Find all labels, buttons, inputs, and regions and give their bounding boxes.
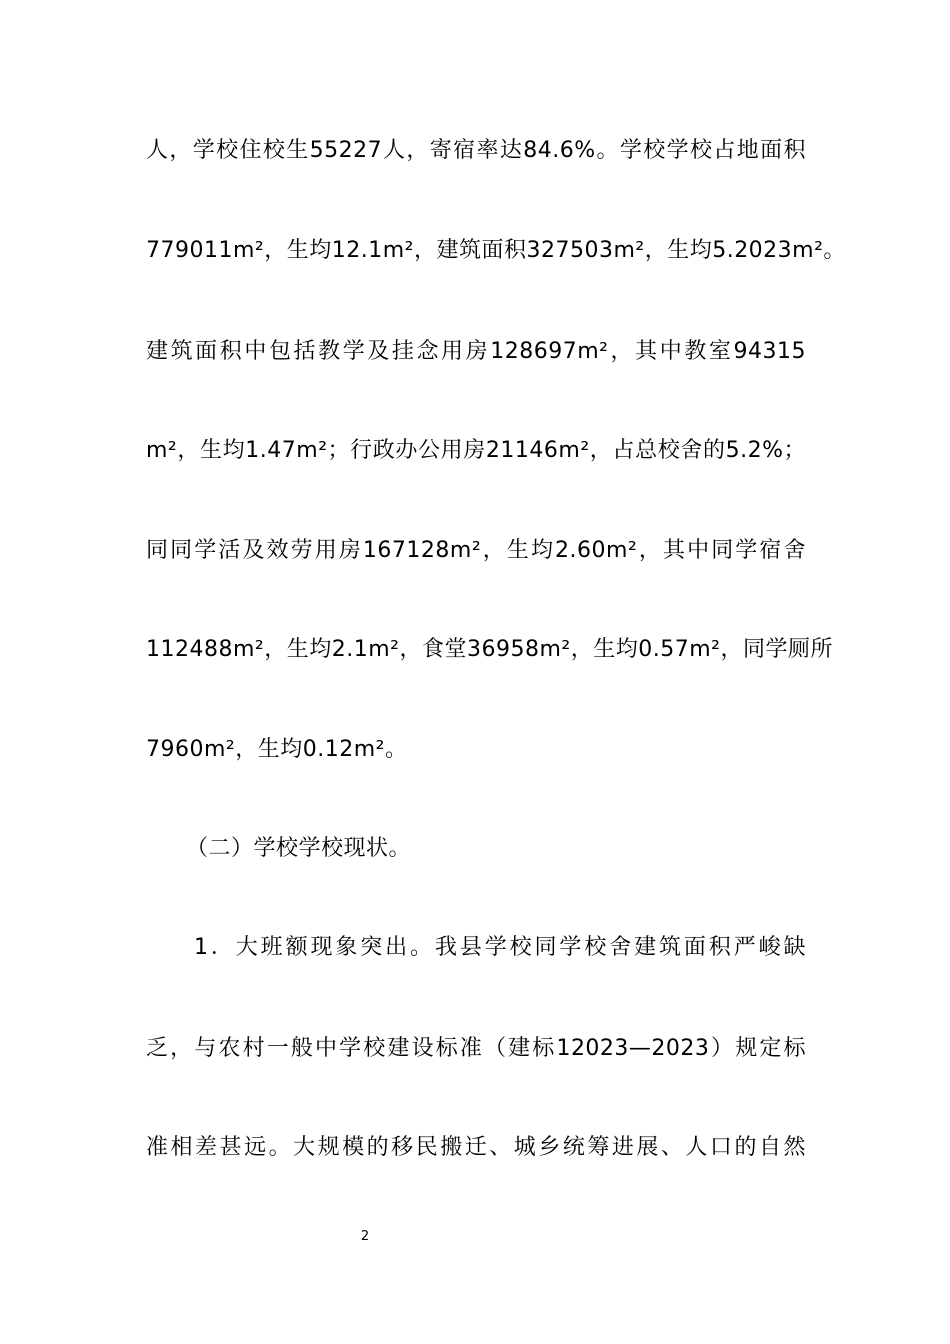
paragraph-line: m²，生均1.47m²；行政办公用房21146m²，占总校舍的5.2%； — [146, 438, 806, 463]
paragraph-line: 准相差甚远。大规模的移民搬迁、城乡统筹进展、人口的自然 — [146, 1135, 806, 1160]
section-heading: （二）学校学校现状。 — [186, 836, 412, 861]
paragraph-line: 1．大班额现象突出。我县学校同学校舍建筑面积严峻缺 — [194, 935, 806, 960]
paragraph-line: 人，学校住校生55227人，寄宿率达84.6%。学校学校占地面积 — [146, 138, 806, 163]
paragraph-line: 112488m²，生均2.1m²，食堂36958m²，生均0.57m²，同学厕所 — [146, 637, 833, 662]
paragraph-line: 7960m²，生均0.12m²。 — [146, 737, 408, 762]
paragraph-line: 779011m²，生均12.1m²，建筑面积327503m²，生均5.2023m²。 — [146, 238, 846, 263]
paragraph-line: 乏，与农村一般中学校建设标准（建标12023—2023）规定标 — [146, 1036, 806, 1061]
paragraph-line: 同同学活及效劳用房167128m²，生均2.60m²，其中同学宿舍 — [146, 538, 806, 563]
page-number: 2 — [360, 1229, 370, 1244]
paragraph-line: 建筑面积中包括教学及挂念用房128697m²，其中教室94315 — [146, 339, 806, 364]
